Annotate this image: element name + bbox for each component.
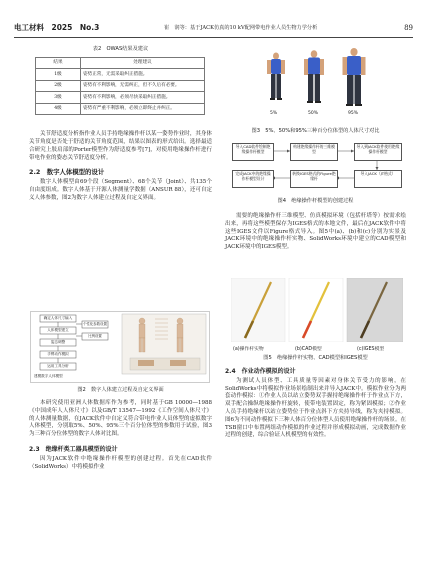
right-column-lower <box>225 368 406 440</box>
table-row: 3级 姿势有不利影响，必须尽快采取纠正措施。 <box>36 92 205 104</box>
figure3-label: 95% <box>348 111 359 116</box>
flow-step: 手臂动作模拟 <box>47 352 69 356</box>
left-column <box>29 46 212 203</box>
flow-step: 运用工具分析 <box>47 364 69 368</box>
figure3-image <box>262 48 372 122</box>
flow-box: 构建绝缘操作杆的三维模型 <box>290 143 338 161</box>
page-number: 89 <box>404 24 413 32</box>
flow-box: 导入CAD软件绘制绝缘操作杆模型 <box>232 143 274 161</box>
header-rule <box>14 37 413 38</box>
journal-name: 电工材料 2025 No.3 <box>14 23 100 32</box>
table-row: 1级 姿势正常，无需采取纠正措施。 <box>36 69 205 81</box>
right-column <box>225 213 406 252</box>
figure5-sublabel-a: (a)操作杆实物 <box>233 347 264 352</box>
section-heading: 2.4 作业动作模拟的设计 <box>225 368 296 375</box>
figure4-caption: 图4 绝缘操作杆模型的创建过程 <box>277 198 354 204</box>
table-header-advice: 处理建议 <box>81 57 205 69</box>
running-title: 崔 润等：基于JACK仿真的10 kV配网带电作业人员生物力学分析 <box>164 25 318 31</box>
flow-step: 姿态调整 <box>50 340 66 344</box>
figure5-sublabel-c: (c)IGES模型 <box>357 347 385 352</box>
paragraph: 本研究使用亚洲人体数据库作为参考，同时基于GB 10000—1988《中国成年人人体尺寸》以及GB/T 13547—1992《工作空间人体尺寸》的人体测量数据，在JACK软件中自定义符合带电作业人员体型的虚拟数字人体模型，分别取5%、50%、95%三个百分位体型的参数用于试验，图3为三种百分位体型的数字人体对比图。 <box>29 400 212 438</box>
flow-bottom: 建模数字人体模型 <box>34 374 63 378</box>
table-header-result: 结果 <box>36 57 81 69</box>
figure5-caption: 图5 绝缘操作杆实物、CAD模型和IGES模型 <box>263 355 368 361</box>
table-row: 2级 姿势有不利影响，无需纠正，但不久后有必要。 <box>36 80 205 92</box>
table2-title: 表2 OWAS结果及建议 <box>92 46 149 52</box>
table-row: 4级 姿势有严重不利影响，必须立即终止并纠正。 <box>36 103 205 115</box>
flow-box: 导入JACK（JT格式） <box>354 170 402 188</box>
figure2-diagram <box>30 311 210 383</box>
figure2-caption: 图2 数字人体建立过程及自定义界面 <box>77 387 164 393</box>
flow-box: 导入到JACK软件使用绝缘操作杆模型 <box>354 143 402 161</box>
figure4-flowchart <box>232 140 402 192</box>
section-heading: 2.2 数字人体模型的设计 <box>29 168 105 177</box>
figure3-label: 5% <box>270 111 278 116</box>
paragraph: 需要的绝缘操作杆三维模型、仿真模拟环境（包括杆塔等）按需求绘出来，再将这些模型保存为IGES格式的本地文件，最后在JACK软件中将这些IGES文件以Figure格式导入。图5中(a)、(b)和(c)分别为实景及JACK环境中的绝缘操作杆实物、SolidWorks环境中建立的CAD模型和JACK环境中的IGES模型。 <box>225 213 406 251</box>
flow-box: 完成JACK中的绝缘操作杆模型设计 <box>232 170 274 188</box>
figure5-images <box>231 278 403 342</box>
flow-side-label: 个性化参数设置 <box>83 322 107 326</box>
flow-step: 确定人体尺寸输入 <box>43 316 73 320</box>
flow-side-label: 比例设置 <box>88 334 102 338</box>
paragraph: 关节舒适度分析指作业人员手持绝缘操作杆以某一姿势作业时，其身体关节角度是否处于舒适的关节角度范围，结果以图表的形式给出。选择最适合研究上肢肩部的Porter模型作为舒适度参考[7]，对使用绝缘操作杆进行带电作业的姿态关节舒适度分析。 <box>29 131 212 161</box>
paragraph: 为测试人员体型、工具质量等因素对身体关节受力的影响，在SolidWorks中将模拟作业场景绘制出来并导入JACK中。模拟作业分为两套动作模拟：①作业人员以站立姿势双手握持绝缘操作杆于作业点下方，双手配合操纵绝缘操作杆旋转，使带电装置固定，称为紧固模拟；②作业人员手持绝缘杆以站立姿势位于作业点斜下方夹持导线，称为夹持模拟。图6为不同动作模拟下三种人体百分位体型人员使用绝缘操作杆的场景。在TSB窗口中布置两组动作模拟的作业过程并形成模拟动画，完成数据作业过程的创建，综合验证人机模型的有效性。 <box>225 377 406 439</box>
owas-table <box>35 57 205 116</box>
figure3-caption: 图3 5%、50%和95%三种百分位体型的人体尺寸对比 <box>251 128 380 134</box>
running-header <box>14 22 413 34</box>
paragraph: 数字人体模型由69个段（Segment）、68个关节（Joint）、共135个自由度组成。数字人体基于开源人体测量学数据（ANSUR 88），还可自定义人体参数，图2为数字人体建立过程及自定义界面。 <box>29 179 212 201</box>
flow-step: 人体模型建立 <box>47 328 69 332</box>
flow-box: 转换IGES格式的Figure绝缘杆 <box>290 170 338 188</box>
section-heading: 2.3 绝缘杆类工器具模型的设计 <box>29 445 118 453</box>
paragraph: 因为JACK软件中绝缘操作杆模型的创建过程。首先在CAD软件（SolidWorks）中将模拟作业 <box>29 455 212 470</box>
figure5-sublabel-b: (b)CAD模型 <box>295 347 322 352</box>
figure3-label: 50% <box>308 111 319 116</box>
left-column-lower <box>29 400 212 471</box>
figure5-svg <box>231 278 403 342</box>
